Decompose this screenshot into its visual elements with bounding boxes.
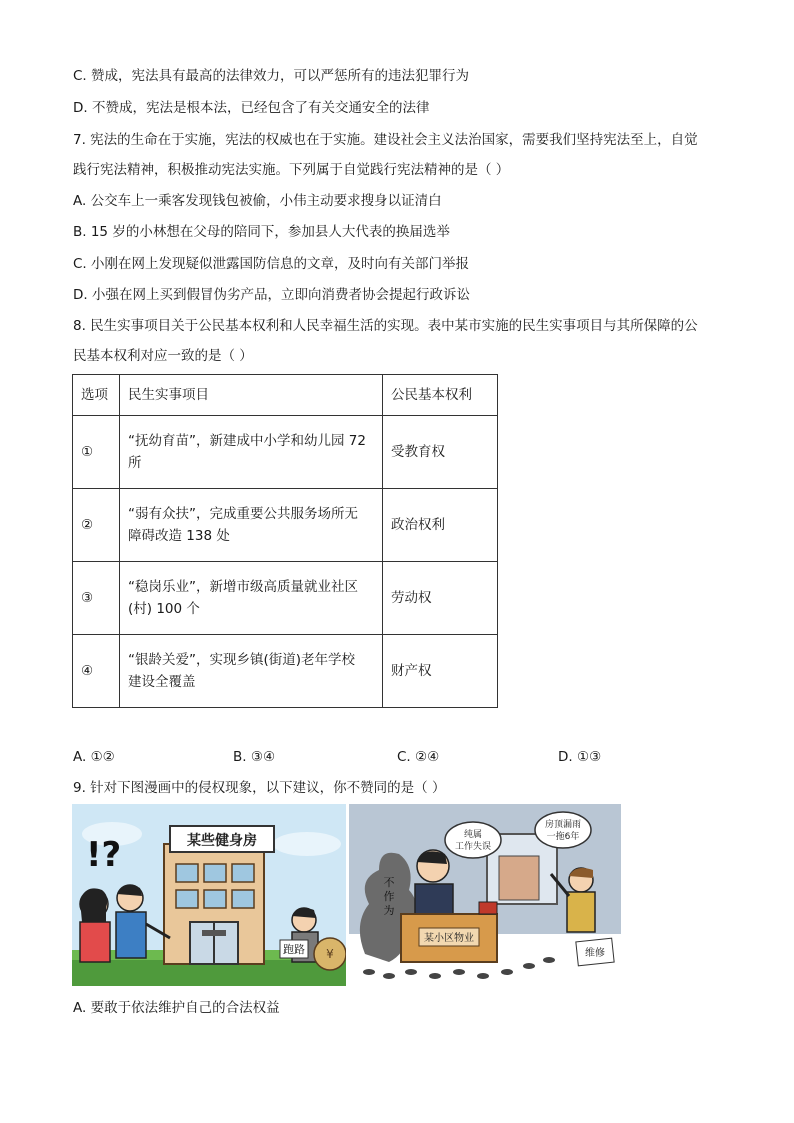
row-right: 政治权利 xyxy=(383,489,498,562)
row-right: 财产权 xyxy=(383,635,498,708)
row-right: 受教育权 xyxy=(383,416,498,489)
q6-option-c: C. 赞成，宪法具有最高的法律效力，可以严惩所有的违法犯罪行为 xyxy=(73,68,470,84)
row-right: 劳动权 xyxy=(383,562,498,635)
project-line: (村) 100 个 xyxy=(128,601,200,617)
q9-stem: 9. 针对下图漫画中的侵权现象，以下建议，你不赞同的是（ ） xyxy=(73,780,446,796)
row-option: ① xyxy=(73,416,120,489)
project-line: 所 xyxy=(128,455,142,471)
q8-choice-d: D. ①③ xyxy=(558,749,602,765)
q8-choice-c: C. ②④ xyxy=(397,749,440,765)
comic-property-management xyxy=(349,804,621,986)
header-right: 公民基本权利 xyxy=(383,375,498,416)
q7-option-d: D. 小强在网上买到假冒伪劣产品，立即向消费者协会提起行政诉讼 xyxy=(73,287,470,303)
q7-option-b: B. 15 岁的小林想在父母的陪同下，参加县人大代表的换届选举 xyxy=(73,224,450,240)
runaway-label: 跑路 xyxy=(283,943,305,956)
row-option: ② xyxy=(73,489,120,562)
q8-choice-a: A. ①② xyxy=(73,749,115,765)
project-line: 建设全覆盖 xyxy=(128,674,196,690)
bubble1-line1: 纯属 xyxy=(463,830,483,840)
q7-option-c: C. 小刚在网上发现疑似泄露国防信息的文章，及时向有关部门举报 xyxy=(73,256,470,272)
header-option: 选项 xyxy=(73,375,120,416)
project-line: “银龄关爱”，实现乡镇(街道)老年学校 xyxy=(128,652,356,668)
q8-choice-b: B. ③④ xyxy=(233,749,276,765)
bubble2-line1: 房顶漏雨 xyxy=(544,820,582,830)
row-project xyxy=(120,416,383,489)
table-row xyxy=(73,416,498,489)
row-option: ④ xyxy=(73,635,120,708)
project-line: “抚幼育苗”，新建成中小学和幼儿园 72 xyxy=(128,433,366,449)
row-project xyxy=(120,635,383,708)
smoke-text-1: 不 xyxy=(383,876,395,889)
table-header-row xyxy=(73,375,498,416)
comic-property-illustration xyxy=(349,804,621,986)
comic-gym-runaway xyxy=(72,804,346,986)
q9-option-a: A. 要敢于依法维护自己的合法权益 xyxy=(73,1000,280,1016)
desk-label: 某小区物业 xyxy=(424,933,474,944)
smoke-text-2: 作 xyxy=(383,890,395,903)
q7-stem-line2: 践行宪法精神，积极推动宪法实施。下列属于自觉践行宪法精神的是（ ） xyxy=(73,162,510,178)
exclaim-mark: !? xyxy=(86,835,122,875)
repair-paper-label: 维修 xyxy=(585,948,605,959)
project-line: “稳岗乐业”，新增市级高质量就业社区 xyxy=(128,579,358,595)
q6-option-d: D. 不赞成，宪法是根本法，已经包含了有关交通安全的法律 xyxy=(73,100,430,116)
comic-gym-illustration xyxy=(72,804,346,986)
table-row xyxy=(73,562,498,635)
table-row xyxy=(73,489,498,562)
table-row xyxy=(73,635,498,708)
q8-table xyxy=(72,374,498,708)
money-bag-symbol: ¥ xyxy=(326,947,334,961)
project-line: 障碍改造 138 处 xyxy=(128,528,230,544)
q8-stem-line2: 民基本权利对应一致的是（ ） xyxy=(73,348,253,364)
q8-stem-line1: 8. 民生实事项目关于公民基本权利和人民幸福生活的实现。表中某市实施的民生实事项目与其所保障的公 xyxy=(73,318,698,334)
bubble1-line2: 工作失误 xyxy=(454,842,492,852)
header-project: 民生实事项目 xyxy=(120,375,383,416)
smoke-text-3: 为 xyxy=(383,904,395,917)
row-project xyxy=(120,562,383,635)
project-line: “弱有众扶”，完成重要公共服务场所无 xyxy=(128,506,358,522)
row-project xyxy=(120,489,383,562)
row-option: ③ xyxy=(73,562,120,635)
q7-option-a: A. 公交车上一乘客发现钱包被偷，小伟主动要求搜身以证清白 xyxy=(73,193,442,209)
bubble2-line2: 一拖6年 xyxy=(546,832,580,842)
q7-stem-line1: 7. 宪法的生命在于实施，宪法的权威也在于实施。建设社会主义法治国家，需要我们坚持宪法至上，自觉 xyxy=(73,132,698,148)
gym-sign-text: 某些健身房 xyxy=(187,833,257,849)
